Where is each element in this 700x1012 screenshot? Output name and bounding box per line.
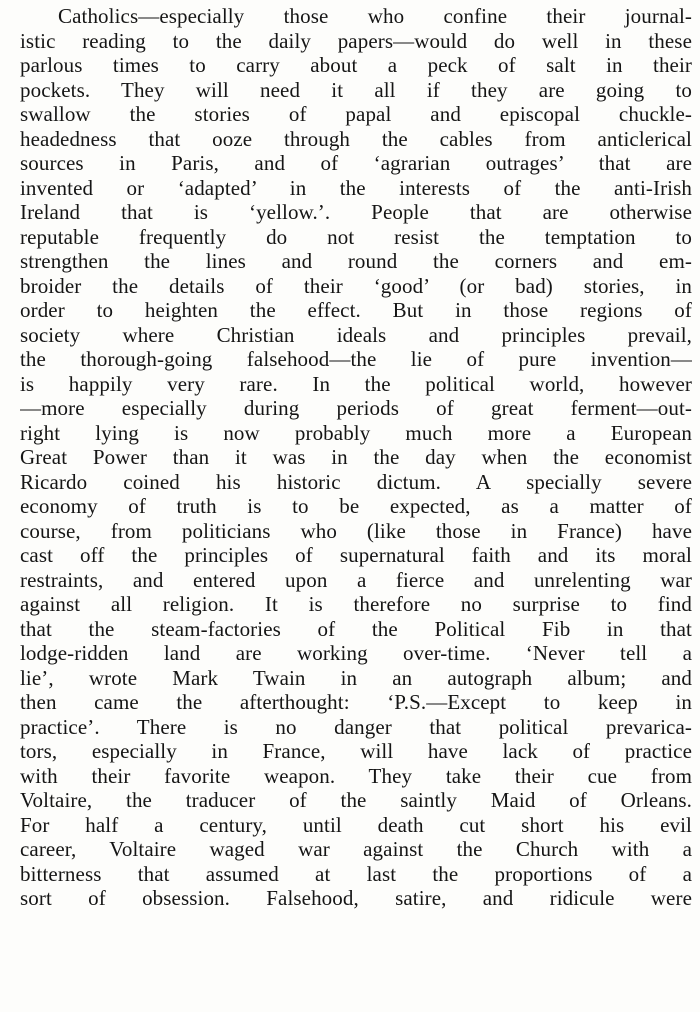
text-line: course, from politicians who (like those in France) have: [20, 518, 692, 543]
text-line: invented or ‘adapted’ in the interests of the anti-Irish: [20, 175, 692, 200]
text-line: economy of truth is to be expected, as a matter of: [20, 494, 692, 518]
text-line: order to heighten the effect. But in those regions of: [20, 298, 692, 322]
text-line: with their favorite weapon. They take their cue from: [20, 763, 692, 788]
text-line: is happily very rare. In the political world, however: [20, 371, 692, 396]
article-column: [20, 4, 692, 911]
text-line: Catholics—especially those who confine their journal-: [58, 4, 692, 28]
text-line: the thorough-going falsehood—the lie of pure invention—: [20, 347, 692, 371]
text-line: swallow the stories of papal and episcopal chuckle-: [20, 102, 692, 126]
text-line: restraints, and entered upon a fierce and unrelenting war: [20, 567, 692, 592]
text-line: broider the details of their ‘good’ (or bad) stories, in: [20, 273, 692, 298]
text-line: —more especially during periods of great ferment—out-: [20, 396, 692, 420]
text-line: lodge-ridden land are working over-time. ‘Never tell a: [20, 641, 692, 665]
text-line: strengthen the lines and round the corners and em-: [20, 249, 692, 273]
text-line: cast off the principles of supernatural faith and its moral: [20, 543, 692, 567]
text-line: career, Voltaire waged war against the Church with a: [20, 837, 692, 861]
text-line: Ricardo coined his historic dictum. A specially severe: [20, 469, 692, 494]
text-line: tors, especially in France, will have lack of practice: [20, 739, 692, 763]
text-line: sources in Paris, and of ‘agrarian outrages’ that are: [20, 151, 692, 175]
text-line: then came the afterthought: ‘P.S.—Except to keep in: [20, 690, 692, 714]
text-line: parlous times to carry about a peck of salt in their: [20, 53, 692, 77]
text-line: For half a century, until death cut short his evil: [20, 812, 692, 837]
text-line: right lying is now probably much more a European: [20, 420, 692, 445]
text-line: society where Christian ideals and principles prevail,: [20, 322, 692, 347]
text-line: that the steam-factories of the Political Fib in that: [20, 616, 692, 641]
text-line: against all religion. It is therefore no surprise to find: [20, 592, 692, 616]
text-line: sort of obsession. Falsehood, satire, and ridicule were: [20, 886, 692, 910]
text-line: istic reading to the daily papers—would do well in these: [20, 28, 692, 53]
text-line: headedness that ooze through the cables from anticlerical: [20, 126, 692, 151]
text-line: Ireland that is ‘yellow.’. People that are otherwise: [20, 200, 692, 224]
text-line: Great Power than it was in the day when the economist: [20, 445, 692, 469]
text-line: pockets. They will need it all if they are going to: [20, 77, 692, 102]
text-line: reputable frequently do not resist the temptation to: [20, 224, 692, 249]
article-paragraph: [20, 4, 692, 911]
text-line: lie’, wrote Mark Twain in an autograph album; and: [20, 665, 692, 690]
text-line: Voltaire, the traducer of the saintly Maid of Orleans.: [20, 788, 692, 812]
text-line: bitterness that assumed at last the proportions of a: [20, 861, 692, 886]
text-line: practice’. There is no danger that political prevarica-: [20, 714, 692, 739]
